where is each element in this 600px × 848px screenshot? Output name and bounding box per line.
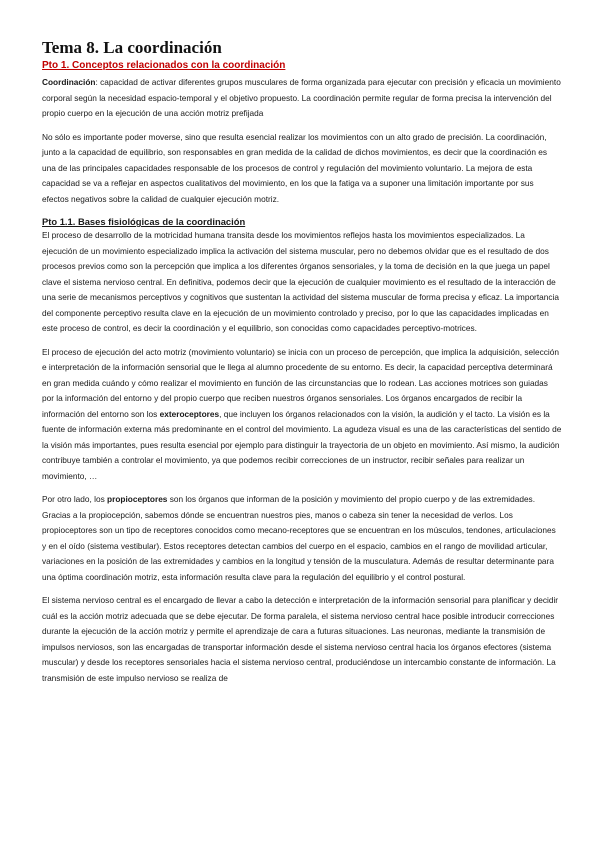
paragraph-text: Por otro lado, los <box>42 494 108 504</box>
term-propioceptores: propioceptores <box>107 494 168 504</box>
document-page <box>42 38 562 686</box>
paragraph-text: El proceso de ejecución del acto motriz (movimiento voluntario) se inicia con un proceso de percepción, que implica la adquisición, selección e interpretación de la información sensorial que le llega al alumno procedente de su entorno. Es decir, la capacidad perceptiva determinará en gran medida cuándo y cómo realizar el movimiento en función de las circunstancias que lo rodean. Las acciones motrices son guiadas por la información del entorno y del propio cuerpo que reciben nuestros órganos sensoriales. Los órganos encargados de recibir la información del entorno son los <box>42 346 559 419</box>
paragraph-motricidad: El proceso de desarrollo de la motricidad humana transita desde los movimientos reflejos hasta los movimientos especializados. La ejecución de un movimiento especializado implica la activación del sistema muscular, pero no debemos olvidar que es el resultado de dos procesos previos como son la percepción que implica a los diferentes órganos sensoriales, y la toma de decisión en la que juega un papel clave el sistema nervioso central. En definitiva, podemos decir que la ejecución de cualquier movimiento es el resultado de la interacción de una serie de mecanismos perceptivos y cognitivos que sustentan la actividad del sistema muscular de forma precisa y eficaz. La importancia del componente perceptivo resulta clave en la ejecución de un movimiento controlado y preciso, por lo que las capacidades implicadas en este proceso de control, es decir la coordinación y el equilibrio, son conocidas como capacidades perceptivo-motrices. <box>42 230 559 333</box>
paragraph-sistema-nervioso: El sistema nervioso central es el encargado de llevar a cabo la detección e interpretación de la información sensorial para planificar y decidir cuál es la acción motriz adecuada que se debe ejecutar. De forma paralela, el sistema nervioso central hace posible introducir correcciones durante la ejecución de la acción motriz y permite el aprendizaje de cara a futuras situaciones. Las neuronas, mediante la transmisión de impulsos nerviosos, son las encargadas de transportar información desde el sistema nervioso central hacia los órganos efectores (sistema muscular) y desde los receptores sensoriales hacia el sistema nervioso central, produciéndose un intercambio constante de información. La transmisión de este impulso nervioso se realiza de <box>42 595 559 683</box>
paragraph-coordinacion-definition <box>42 75 562 122</box>
subsection-heading: Pto 1.1. Bases fisiológicas de la coordinación <box>42 216 246 227</box>
paragraph-propioceptores <box>42 492 562 585</box>
section-heading: Pto 1. Conceptos relacionados con la coordinación <box>42 60 286 71</box>
paragraph-text: : capacidad de activar diferentes grupos musculares de forma organizada para ejecutar con precisión y eficacia un movimiento corporal según la necesidad espacio-temporal y el objetivo propuesto. La coordinación permite regular de forma precisa la intervención del propio cuerpo en la ejecución de una acción motriz prefijada <box>42 77 561 118</box>
page-title: Tema 8. La coordinación <box>42 38 222 57</box>
paragraph-text: son los órganos que informan de la posición y movimiento del propio cuerpo y de las extremidades. Gracias a la propiocepción, sabemos dónde se encuentran nuestros pies, manos o cabeza sin tener la necesidad de verlos. Los propioceptores son un tipo de receptores conocidos como mecano-receptores que se encuentran en los músculos, tendones, articulaciones y en el oído (sistema vestibular). Estos receptores detectan cambios del cuerpo en el espacio, cambios en el rango de movilidad articular, variaciones en la posición de las extremidades y cambios en la longitud y tensión de la musculatura. Además de resultar determinante para una óptima coordinación motriz, esta información resulta clave para la regulación del equilibrio y el control postural. <box>42 494 556 582</box>
term-exteroceptores: exteroceptores <box>159 408 220 419</box>
paragraph-text: , que incluyen los órganos relacionados con la visión, la audición y el tacto. La visión es la fuente de información externa más predominante en el control del movimiento. La agudeza visual es una de las características del sentido de la visión más importantes, pues resulta esencial por ejemplo para distinguir la trayectoria de un objeto en movimiento. Así mismo, la audición contribuye también a controlar el movimiento, ya que podemos recibir correcciones de un instructor, recibir señales para realizar un movimiento, … <box>42 408 562 481</box>
paragraph-precision: No sólo es importante poder moverse, sino que resulta esencial realizar los movimientos con un alto grado de precisión. La coordinación, junto a la capacidad de equilibrio, son responsables en gran medida de la calidad de dichos movimientos, es decir que la coordinación es una de las principales capacidades responsable de los procesos de control y regulación del movimiento voluntario. La mejora de esta capacidad se va a reflejar en aspectos cualitativos del movimiento, en los que la fatiga va a suponer una limitación importante por sus efectos negativos sobre la calidad de cualquier ejecución motriz. <box>42 131 548 204</box>
paragraph-exteroceptores <box>42 345 562 485</box>
term-coordinacion: Coordinación <box>42 77 96 87</box>
